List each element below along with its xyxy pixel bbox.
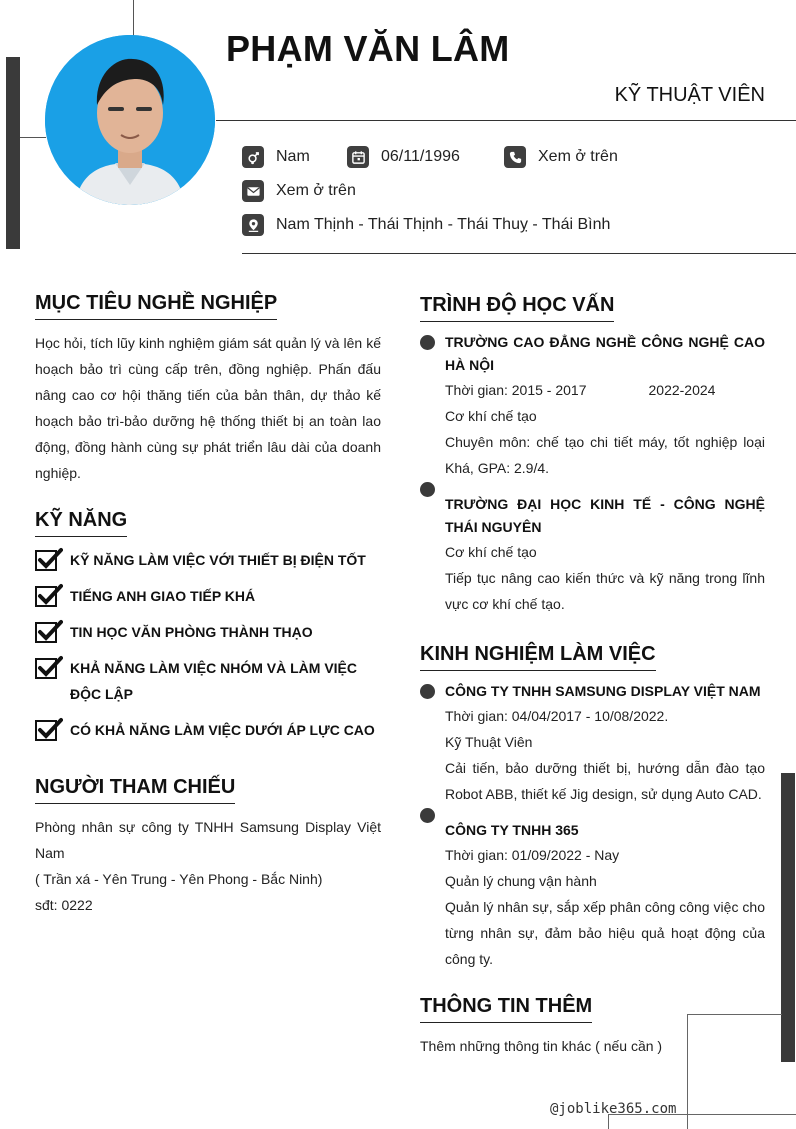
candidate-name: PHẠM VĂN LÂM [226, 28, 510, 69]
checkbox-checked-icon [35, 547, 63, 571]
address-value: Nam Thịnh - Thái Thịnh - Thái Thuỵ - Thái Bình [276, 216, 611, 233]
profile-photo-illustration [45, 35, 215, 205]
education-detail: Chuyên môn: chế tạo chi tiết máy, tốt nghiệp loại Khá, GPA: 2.9/4. [445, 434, 765, 476]
reference-phone: sđt: 0222 [35, 897, 93, 913]
objective-text: Học hỏi, tích lũy kinh nghiệm giám sát quản lý và lên kế hoạch bảo trì cùng cấp trên, đồng nghiệp. Phấn đấu nâng cao cơ hội thăng tiến của bản thân, dự thảo kế hoạch bảo trì-bảo dưỡng hệ thống thiết bị an toàn lao động, đồng hành cùng sự phát triển lâu dài của doanh nghiệp. [35, 335, 381, 481]
timeline-bullet [420, 684, 435, 699]
experience-detail: Quản lý nhân sự, sắp xếp phân công công việc cho từng nhân sự, đảm bảo hiệu quả hoạt động của công ty. [445, 899, 765, 967]
calendar-icon [347, 146, 369, 168]
experience-time: Thời gian: 04/04/2017 - 10/08/2022. [445, 708, 669, 724]
experience-time: Thời gian: 01/09/2022 - Nay [445, 847, 620, 863]
experience-position: Kỹ Thuật Viên [445, 734, 533, 750]
top-vertical-line [133, 0, 134, 38]
contact-email [242, 180, 356, 202]
phone-icon [504, 146, 526, 168]
education-detail: Tiếp tục nâng cao kiến thức và kỹ năng trong lĩnh vực cơ khí chế tạo. [445, 570, 765, 612]
company-name: CÔNG TY TNHH 365 [445, 822, 579, 838]
skill-item [35, 619, 381, 645]
location-pin-icon [242, 214, 264, 236]
checkbox-checked-icon [35, 583, 63, 607]
checkbox-checked-icon [35, 619, 63, 643]
education-major: Cơ khí chế tạo [445, 408, 537, 424]
contact-divider [242, 253, 796, 254]
skill-label: CÓ KHẢ NĂNG LÀM VIỆC DƯỚI ÁP LỰC CAO [70, 722, 375, 738]
company-name: CÔNG TY TNHH SAMSUNG DISPLAY VIỆT NAM [445, 683, 761, 699]
contact-phone [504, 146, 618, 168]
corner-box-top [687, 1014, 782, 1015]
reference-address: ( Trần xá - Yên Trung - Yên Phong - Bắc Ninh) [35, 871, 323, 887]
education-time-range: Thời gian: 2015 - 2017 [445, 382, 587, 398]
left-accent-bar [6, 57, 20, 249]
extra-info-text: Thêm những thông tin khác ( nếu cần ) [420, 1038, 663, 1054]
corner-box-left [687, 1014, 688, 1129]
contact-address [242, 214, 610, 236]
profile-photo [45, 35, 215, 205]
education-title: TRÌNH ĐỘ HỌC VẤN [420, 294, 614, 322]
extra-info-title: THÔNG TIN THÊM [420, 995, 592, 1023]
checkbox-checked-icon [35, 655, 63, 679]
checkbox-checked-icon [35, 717, 63, 741]
skill-item [35, 717, 381, 743]
birthday-value: 06/11/1996 [381, 148, 460, 165]
header-divider [216, 120, 796, 121]
skill-item [35, 547, 381, 573]
left-horizontal-line [20, 137, 46, 138]
timeline-bullet [420, 482, 435, 497]
email-value: Xem ở trên [276, 182, 356, 199]
objective-title: MỤC TIÊU NGHỀ NGHIỆP [35, 292, 277, 320]
education-major: Cơ khí chế tạo [445, 544, 537, 560]
experience-title: KINH NGHIỆM LÀM VIỆC [420, 643, 656, 671]
experience-entry [445, 819, 765, 972]
references-title: NGƯỜI THAM CHIẾU [35, 776, 235, 804]
skill-label: KỸ NĂNG LÀM VIỆC VỚI THIẾT BỊ ĐIỆN TỐT [70, 552, 366, 568]
candidate-role: KỸ THUẬT VIÊN [614, 84, 765, 106]
skill-item [35, 583, 381, 609]
contact-birthday [347, 146, 460, 168]
skill-label: TIN HỌC VĂN PHÒNG THÀNH THẠO [70, 624, 313, 640]
education-entry [445, 493, 765, 617]
contact-gender [242, 146, 310, 168]
timeline-bullet [420, 808, 435, 823]
school-name: TRƯỜNG ĐẠI HỌC KINH TẾ - CÔNG NGHỆ THÁI NGUYÊN [445, 496, 765, 535]
skill-label: TIẾNG ANH GIAO TIẾP KHÁ [70, 588, 256, 604]
school-name: TRƯỜNG CAO ĐẲNG NGHỀ CÔNG NGHỆ CAO HÀ NỘI [445, 334, 765, 373]
watermark: @joblike365.com [550, 1101, 677, 1117]
experience-position: Quản lý chung vận hành [445, 873, 597, 889]
education-entry [445, 331, 765, 481]
right-accent-bar [781, 773, 795, 1062]
skills-title: KỸ NĂNG [35, 509, 127, 537]
skill-label: KHẢ NĂNG LÀM VIỆC NHÓM VÀ LÀM VIỆC ĐỘC LẬP [70, 660, 357, 702]
experience-detail: Cải tiến, bảo dưỡng thiết bị, hướng dẫn đào tạo Robot ABB, thiết kế Jig design, sử dụng Auto CAD. [445, 760, 765, 802]
education-time-extra: 2022-2024 [648, 382, 716, 398]
envelope-icon [242, 180, 264, 202]
gender-value: Nam [276, 148, 310, 165]
education-time [445, 377, 765, 403]
phone-value: Xem ở trên [538, 148, 618, 165]
gender-icon [242, 146, 264, 168]
experience-entry [445, 680, 765, 807]
skill-item [35, 655, 381, 707]
timeline-bullet [420, 335, 435, 350]
reference-company: Phòng nhân sự công ty TNHH Samsung Display Việt Nam [35, 819, 381, 861]
